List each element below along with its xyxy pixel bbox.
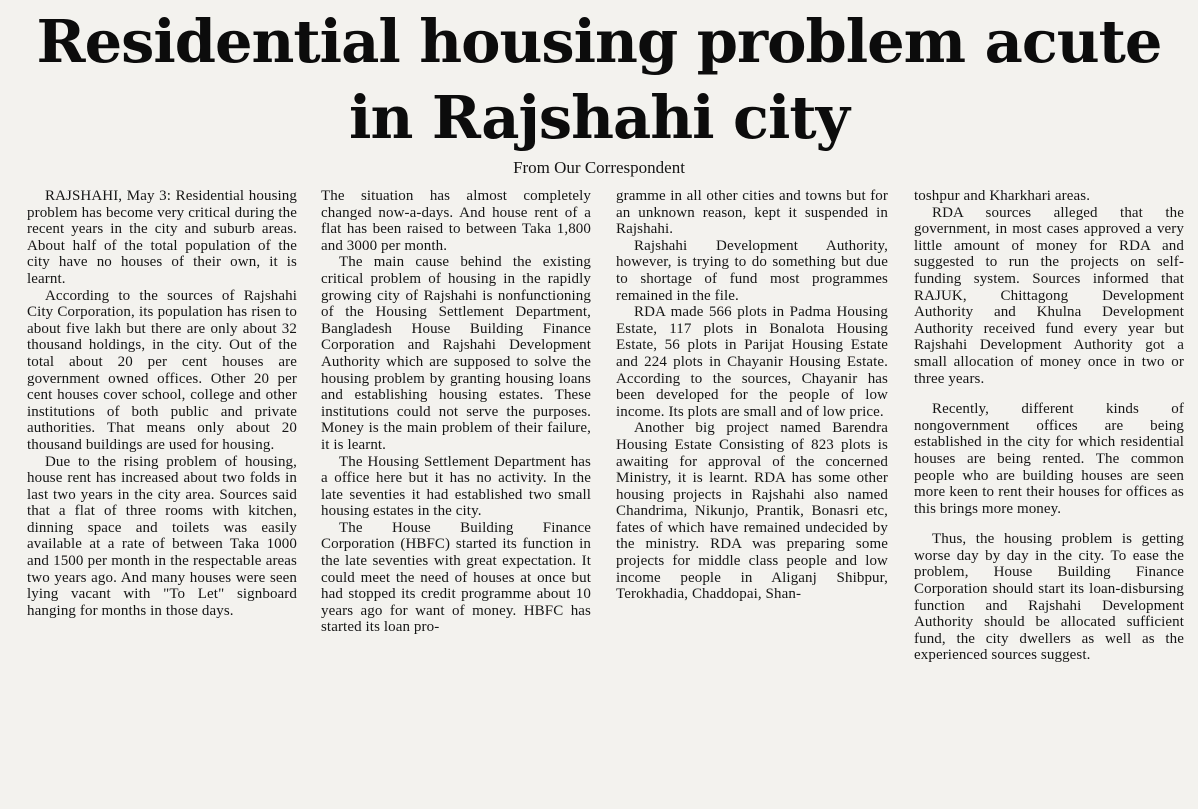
byline: From Our Correspondent (513, 158, 685, 177)
paragraph: Rajshahi Development Authority, however, is trying to do something but due to shortage of fund most programmes remained in the file. (616, 237, 888, 304)
paragraph: gramme in all other cities and towns but for an unknown reason, kept it suspended in Rajshahi. (616, 188, 888, 238)
paragraph: RDA made 566 plots in Padma Housing Estate, 117 plots in Bonalota Housing Estate, 56 plots in Parijat Housing Estate and 224 plots in Chayanir Housing Estate. According to the sources, Chayanir has been developed for the people of low income. Its plots are small and of low price. (616, 304, 888, 420)
paragraph: RAJSHAHI, May 3: Residential housing problem has become very critical during the recent years in the city and suburb areas. About half of the total population of the city have no houses of their own, it is learnt. (27, 188, 297, 287)
paragraph: The situation has almost completely changed now-a-days. And house rent of a flat has been raised to between Taka 1,800 and 3000 per month. (321, 188, 591, 254)
article-column-2 (321, 188, 591, 809)
paragraph: toshpur and Kharkhari areas. (914, 188, 1091, 204)
paragraph: Due to the rising problem of housing, house rent has increased about two folds in last two years in the city area. Sources said that a flat of three rooms with kitchen, dinning space and toilets was easily available at a rate of between Taka 1000 and 1500 per month in the respectable areas two years ago. And many houses were seen lying vacant with "To Let" signboard hanging for months in those days. (27, 453, 297, 619)
article-column-4 (914, 188, 1184, 809)
paragraph: According to the sources of Rajshahi City Corporation, its population has risen to about five lakh but there are only about 32 thousand holdings, in the city. Out of the total about 20 per cent houses are government owned offices. Other 20 per cent houses cover school, college and other institutions of both public and private authorities. That means only about 20 thousand buildings are used for housing. (27, 287, 297, 453)
headline-line-1: Residential housing problem acute (36, 7, 1162, 76)
article-column-1 (27, 188, 297, 809)
paragraph: Recently, different kinds of nongovernment offices are being established in the city for which residential houses are being rented. The common people who are building houses are seen more keen to rent their houses for offices as this brings more money. (914, 401, 1184, 517)
paragraph: RDA sources alleged that the government, in most cases approved a very little amount of money for RDA and suggested to run the projects on self-funding system. Sources informed that RAJUK, Chittagong Development Authority and Khulna Development Authority received fund every year but Rajshahi Development Authority got a small allocation of money once in two or three years. (914, 204, 1184, 387)
paragraph: The main cause behind the existing critical problem of housing in the rapidly growing city of Rajshahi is nonfunctioning of the Housing Settlement Department, Bangladesh House Building Finance Corporation and Rajshahi Development Authority which are supposed to solve the housing problem by granting housing loans and establishing housing estates. These institutions could not serve the purposes. Money is the main problem of their failure, it is learnt. (321, 254, 591, 453)
headline-line-2: in Rajshahi city (349, 83, 849, 152)
paragraph: The House Building Finance Corporation (HBFC) started its function in the late seventies with great expectation. It could meet the need of houses at once but had stopped its credit programme about 10 years ago for want of money. HBFC has started its loan pro- (321, 519, 591, 636)
paragraph: Thus, the housing problem is getting worse day by day in the city. To ease the problem, House Building Finance Corporation should start its loan-disbursing function and Rajshahi Development Authority should be allocated sufficient fund, the city dwellers as well as the experienced sources suggest. (914, 531, 1184, 664)
paragraph: The Housing Settlement Department has a office here but it has no activity. In the late seventies it had established two small housing estates in the city. (321, 453, 591, 520)
paragraph: Another big project named Barendra Housing Estate Consisting of 823 plots is awaiting for approval of the concerned Ministry, it is learnt. RDA has some other housing projects in Rajshahi also named Chandrima, Nikunjo, Prantik, Bonasri etc, fates of which have remained undecided by the ministry. RDA was preparing some projects for middle class people and low income people in Aliganj Shibpur, Terokhadia, Chaddopai, Shan- (616, 420, 888, 603)
article-column-3 (616, 188, 888, 809)
